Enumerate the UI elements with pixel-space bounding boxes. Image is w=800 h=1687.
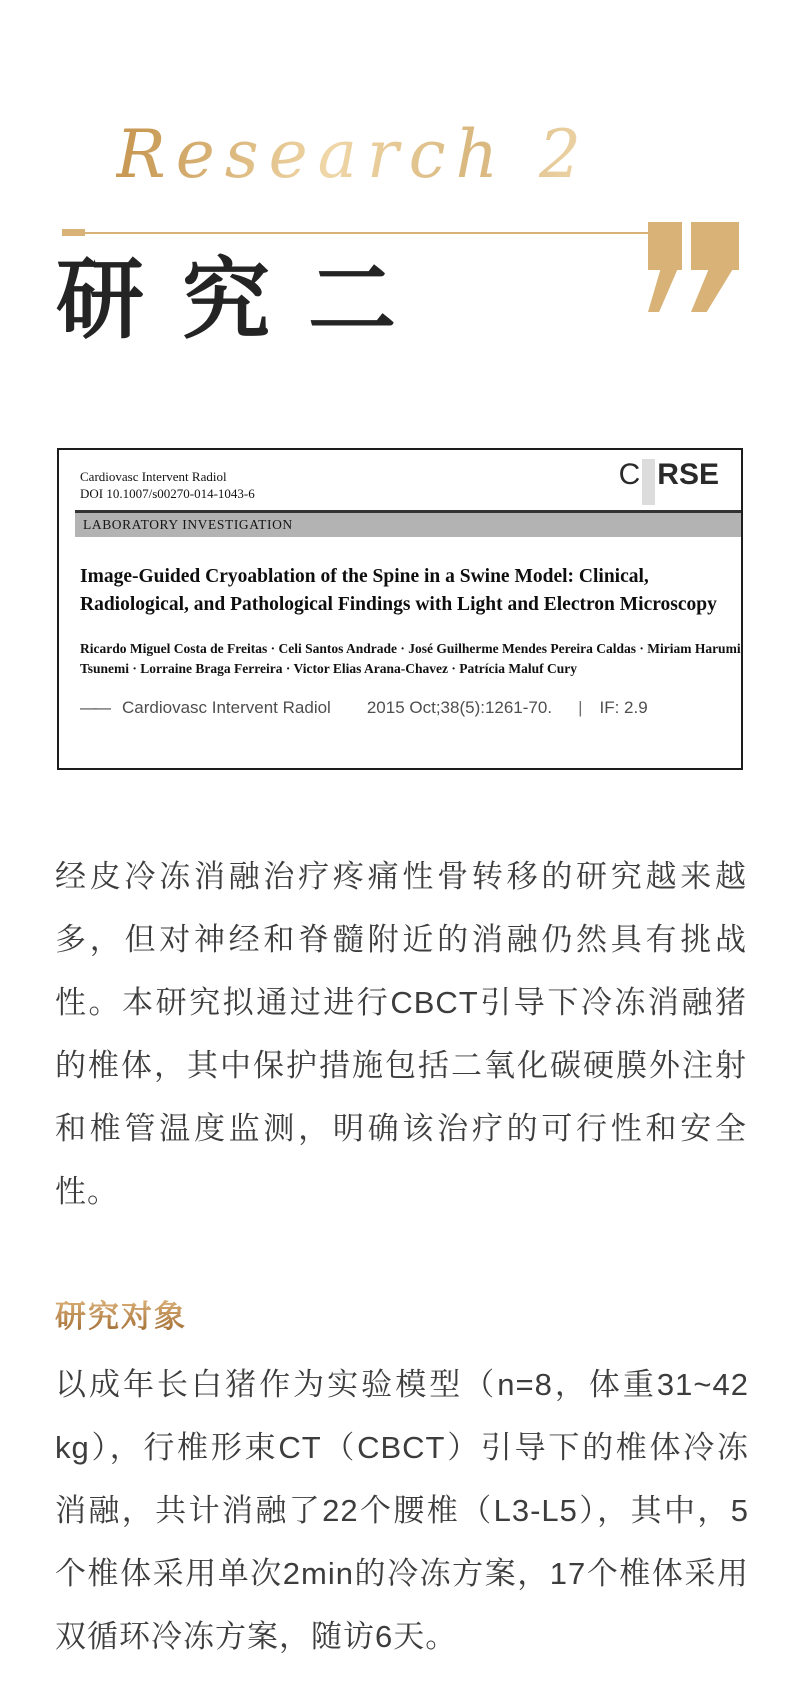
citation-impact-factor: IF: 2.9 bbox=[599, 698, 648, 717]
quote-mark-icon bbox=[691, 222, 739, 314]
section-body-paragraph: 以成年长白猪作为实验模型（n=8，体重31~42 kg），行椎形束CT（CBCT）引导下的椎体冷冻消融，共计消融了22个腰椎（L3-L5），其中，5个椎体采用单次2min的冷冻方案，17个椎体采用双循环冷冻方案，随访6天。 bbox=[55, 1367, 749, 1654]
cirse-logo-c: C bbox=[618, 458, 641, 491]
script-title: Research 2 bbox=[116, 116, 592, 193]
cirse-logo-se: SE bbox=[678, 458, 719, 491]
paper-citation bbox=[80, 698, 721, 718]
intro-paragraph: 经皮冷冻消融治疗疼痛性骨转移的研究越来越多，但对神经和脊髓附近的消融仍然具有挑战性。本研究拟通过进行CBCT引导下冷冻消融猪的椎体，其中保护措施包括二氧化碳硬膜外注射和椎管温度监测，明确该治疗的可行性和安全性。 bbox=[55, 859, 747, 1209]
citation-dash: —— bbox=[80, 698, 108, 717]
cirse-logo bbox=[619, 460, 719, 506]
paper-section-bar: LABORATORY INVESTIGATION bbox=[75, 510, 741, 537]
cirse-logo-bar-icon bbox=[642, 459, 655, 505]
page-title: 研究二 bbox=[56, 247, 435, 351]
section-heading: 研究对象 bbox=[55, 1291, 187, 1336]
paper-authors: Ricardo Miguel Costa de Freitas · Celi Santos Andrade · José Guilherme Mendes Pereira Caldas · Miriam Harumi Tsunemi · Lorraine Braga Ferreira · Victor Elias Arana-Chavez · Patrícia Maluf Cury bbox=[80, 641, 741, 676]
paper-card bbox=[57, 448, 743, 770]
journal-doi: DOI 10.1007/s00270-014-1043-6 bbox=[80, 486, 255, 501]
journal-name: Cardiovasc Intervent Radiol bbox=[80, 469, 227, 484]
cirse-logo-r: R bbox=[657, 458, 679, 491]
citation-issue: 2015 Oct;38(5):1261-70. bbox=[366, 698, 553, 717]
citation-journal: Cardiovasc Intervent Radiol bbox=[122, 698, 331, 717]
paper-title: Image-Guided Cryoablation of the Spine in a Swine Model: Clinical, Radiological, and Pathological Findings with Light and Electron Microscopy bbox=[80, 566, 717, 615]
quote-mark-icon bbox=[648, 222, 682, 314]
closing-quote-icon bbox=[648, 222, 742, 314]
citation-separator: | bbox=[578, 698, 583, 717]
